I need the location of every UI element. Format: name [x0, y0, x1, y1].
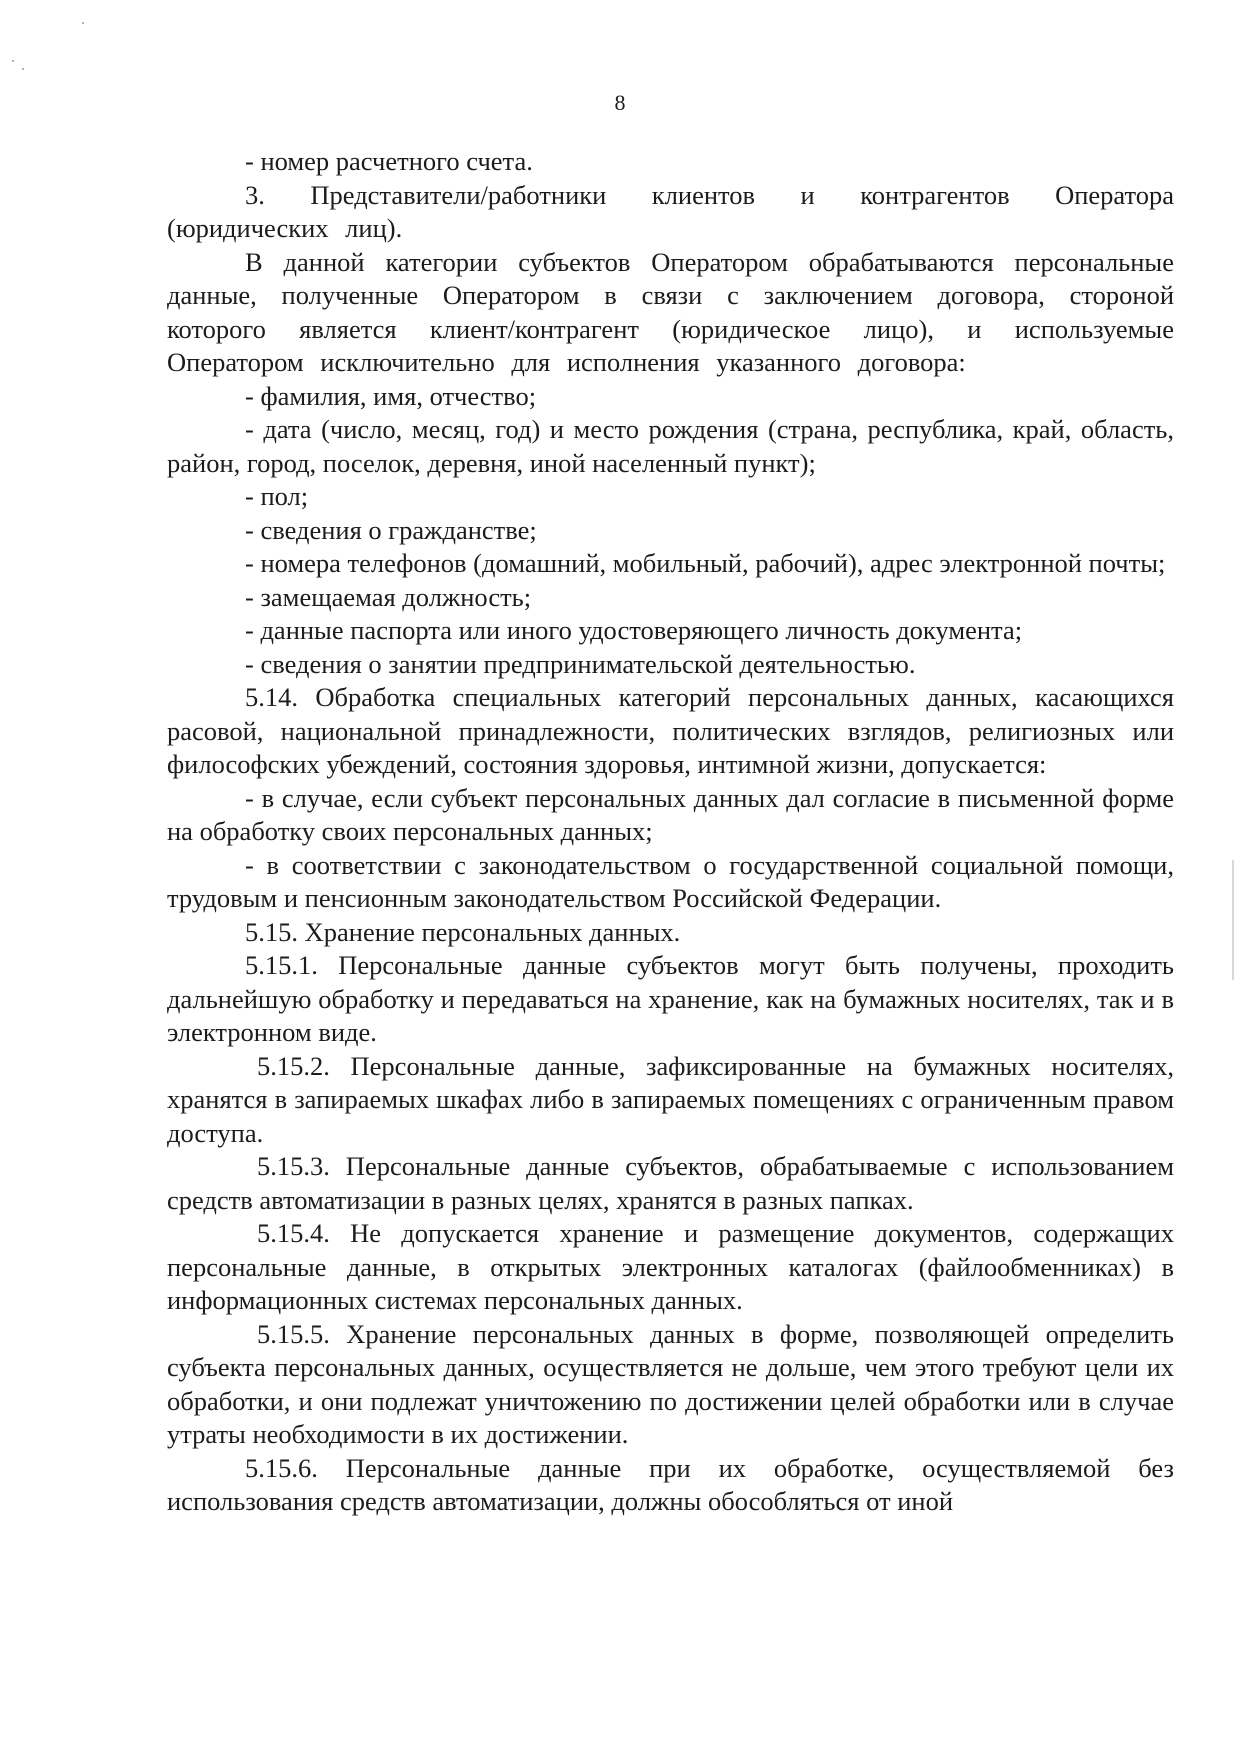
list-item: - данные паспорта или иного удостоверяющего личность документа; [245, 615, 1023, 645]
scan-artifact [12, 60, 14, 62]
section-5-15-1: 5.15.1. Персональные данные субъектов могут быть получены, проходить дальнейшую обработку и передаваться на хранение, как на бумажных носителях, так и в электронном виде. [167, 950, 1174, 1047]
list-item: - дата (число, месяц, год) и место рождения (страна, республика, край, область, район, город, поселок, деревня, иной населенный пункт); [167, 414, 1174, 478]
scan-artifact [82, 22, 84, 24]
list-item: - в соответствии с законодательством о государственной социальной помощи, трудовым и пенсионным законодательством Российской Федерации. [167, 849, 1174, 913]
section-heading-5-15: 5.15. Хранение персональных данных. [245, 916, 681, 947]
section-5-15-4: 5.15.4. Не допускается хранение и размещение документов, содержащих персональные данные, в открытых электронных каталогах (файлообменниках) в информационных системах персональных данных. [167, 1218, 1174, 1315]
section-5-15-2: 5.15.2. Персональные данные, зафиксированные на бумажных носителях, хранятся в запираемых шкафах либо в запираемых помещениях с ограниченным правом доступа. [167, 1050, 1174, 1148]
scan-edge-line [1232, 860, 1234, 980]
page-number: 8 [614, 90, 626, 115]
scan-artifact [22, 68, 24, 70]
section-5-15-6: 5.15.6. Персональные данные при их обработке, осуществляемой без использования средств автоматизации, должны обособляться от иной [167, 1452, 1174, 1516]
list-item: - замещаемая должность; [245, 581, 532, 612]
list-item: - пол; [245, 481, 309, 511]
document-body [167, 145, 1174, 1519]
list-item: - номера телефонов (домашний, мобильный, рабочий), адрес электронной почты; [245, 548, 1166, 578]
list-item: - сведения о гражданстве; [245, 514, 537, 545]
section-5-15-3: 5.15.3. Персональные данные субъектов, обрабатываемые с использованием средств автоматизации в разных целях, хранятся в разных папках. [167, 1151, 1174, 1215]
list-item: - фамилия, имя, отчество; [245, 380, 537, 411]
paragraph: - номер расчетного счета. [245, 146, 533, 176]
list-item: - в случае, если субъект персональных данных дал согласие в письменной форме на обработку своих персональных данных; [167, 782, 1174, 846]
paragraph: 3. Представители/работники клиентов и контрагентов Оператора (юридических лиц). [167, 179, 1174, 243]
section-5-14: 5.14. Обработка специальных категорий персональных данных, касающихся расовой, национальной принадлежности, политических взглядов, религиозных или философских убеждений, состояния здоровья, интимной жизни, допускается: [167, 682, 1174, 779]
paragraph: В данной категории субъектов Оператором обрабатываются персональные данные, полученные Оператором в связи с заключением договора, стороной которого является клиент/контрагент (юридическое лицо), и используемые Оператором исключительно для исполнения указанного договора: [167, 246, 1174, 377]
list-item: - сведения о занятии предпринимательской деятельностью. [245, 648, 916, 679]
section-5-15-5: 5.15.5. Хранение персональных данных в форме, позволяющей определить субъекта персональных данных, осуществляется не дольше, чем этого требуют цели их обработки, и они подлежат уничтожению по достижении целей обработки или в случае утраты необходимости в их достижении. [167, 1318, 1174, 1449]
